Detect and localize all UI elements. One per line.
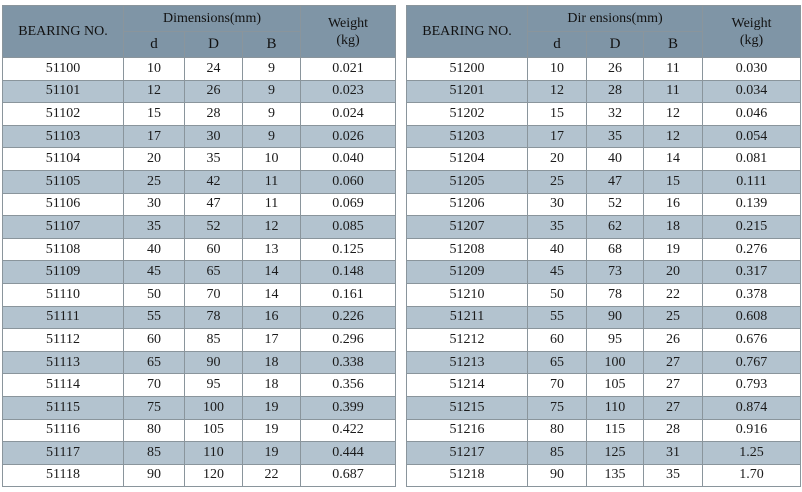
weight-header bbox=[703, 6, 801, 58]
weight-cell: 0.608 bbox=[703, 306, 801, 329]
table-row bbox=[407, 396, 801, 419]
weight-cell: 1.25 bbox=[703, 442, 801, 465]
bearing-no-cell: 51113 bbox=[3, 351, 124, 374]
bearing-no-header: BEARING NO. bbox=[407, 6, 528, 58]
outer-diameter-cell: 100 bbox=[587, 351, 644, 374]
weight-cell: 0.444 bbox=[301, 442, 396, 465]
outer-diameter-cell: 35 bbox=[587, 125, 644, 148]
weight-cell: 0.767 bbox=[703, 351, 801, 374]
weight-cell: 0.021 bbox=[301, 58, 396, 81]
table-row bbox=[3, 261, 396, 284]
width-cell: 35 bbox=[644, 464, 703, 487]
inner-diameter-cell: 85 bbox=[528, 442, 587, 465]
width-cell: 18 bbox=[243, 351, 301, 374]
table-header-row bbox=[407, 6, 801, 32]
inner-diameter-cell: 50 bbox=[124, 283, 185, 306]
weight-cell: 0.069 bbox=[301, 193, 396, 216]
table-row bbox=[407, 283, 801, 306]
width-cell: 11 bbox=[243, 193, 301, 216]
inner-diameter-cell: 85 bbox=[124, 442, 185, 465]
width-cell: 27 bbox=[644, 396, 703, 419]
outer-diameter-cell: 105 bbox=[185, 419, 243, 442]
outer-diameter-cell: 60 bbox=[185, 238, 243, 261]
outer-diameter-cell: 47 bbox=[587, 170, 644, 193]
bearing-no-cell: 51107 bbox=[3, 216, 124, 239]
inner-diameter-cell: 45 bbox=[528, 261, 587, 284]
bearing-no-header: BEARING NO. bbox=[3, 6, 124, 58]
bearing-no-cell: 51102 bbox=[3, 103, 124, 126]
bearing-no-cell: 51118 bbox=[3, 464, 124, 487]
inner-diameter-cell: 70 bbox=[124, 374, 185, 397]
outer-diameter-header: D bbox=[185, 32, 243, 58]
bearing-no-cell: 51213 bbox=[407, 351, 528, 374]
bearing-no-cell: 51111 bbox=[3, 306, 124, 329]
table-body bbox=[3, 58, 396, 487]
outer-diameter-cell: 90 bbox=[185, 351, 243, 374]
outer-diameter-cell: 78 bbox=[587, 283, 644, 306]
inner-diameter-cell: 35 bbox=[124, 216, 185, 239]
outer-diameter-cell: 26 bbox=[185, 80, 243, 103]
bearing-no-cell: 51218 bbox=[407, 464, 528, 487]
weight-cell: 0.874 bbox=[703, 396, 801, 419]
inner-diameter-cell: 25 bbox=[528, 170, 587, 193]
inner-diameter-cell: 15 bbox=[528, 103, 587, 126]
inner-diameter-cell: 50 bbox=[528, 283, 587, 306]
weight-cell: 0.338 bbox=[301, 351, 396, 374]
outer-diameter-cell: 65 bbox=[185, 261, 243, 284]
inner-diameter-cell: 17 bbox=[124, 125, 185, 148]
dimensions-header: Dir ensions(mm) bbox=[528, 6, 703, 32]
width-cell: 14 bbox=[644, 148, 703, 171]
width-cell: 15 bbox=[644, 170, 703, 193]
weight-cell: 0.161 bbox=[301, 283, 396, 306]
weight-cell: 0.276 bbox=[703, 238, 801, 261]
table-row bbox=[407, 442, 801, 465]
inner-diameter-cell: 75 bbox=[124, 396, 185, 419]
weight-cell: 0.399 bbox=[301, 396, 396, 419]
width-cell: 11 bbox=[243, 170, 301, 193]
bearing-no-cell: 51205 bbox=[407, 170, 528, 193]
weight-cell: 0.215 bbox=[703, 216, 801, 239]
weight-cell: 0.226 bbox=[301, 306, 396, 329]
bearing-no-cell: 51110 bbox=[3, 283, 124, 306]
weight-cell: 0.148 bbox=[301, 261, 396, 284]
inner-diameter-cell: 40 bbox=[528, 238, 587, 261]
outer-diameter-cell: 110 bbox=[185, 442, 243, 465]
table-row bbox=[3, 58, 396, 81]
table-row bbox=[407, 80, 801, 103]
outer-diameter-cell: 78 bbox=[185, 306, 243, 329]
table-row bbox=[407, 238, 801, 261]
inner-diameter-cell: 10 bbox=[124, 58, 185, 81]
table-body bbox=[407, 58, 801, 487]
width-cell: 9 bbox=[243, 58, 301, 81]
width-cell: 14 bbox=[243, 283, 301, 306]
width-cell: 26 bbox=[644, 329, 703, 352]
width-cell: 19 bbox=[243, 419, 301, 442]
inner-diameter-cell: 55 bbox=[528, 306, 587, 329]
bearing-table-51200-series bbox=[406, 5, 801, 487]
weight-cell: 0.085 bbox=[301, 216, 396, 239]
inner-diameter-header: d bbox=[124, 32, 185, 58]
outer-diameter-cell: 28 bbox=[185, 103, 243, 126]
inner-diameter-cell: 12 bbox=[528, 80, 587, 103]
inner-diameter-cell: 35 bbox=[528, 216, 587, 239]
width-cell: 11 bbox=[644, 80, 703, 103]
bearing-no-cell: 51203 bbox=[407, 125, 528, 148]
width-cell: 14 bbox=[243, 261, 301, 284]
table-header-row bbox=[3, 6, 396, 32]
width-cell: 19 bbox=[243, 396, 301, 419]
table-row bbox=[3, 80, 396, 103]
table-row bbox=[407, 216, 801, 239]
inner-diameter-cell: 15 bbox=[124, 103, 185, 126]
width-cell: 12 bbox=[243, 216, 301, 239]
bearing-no-cell: 51100 bbox=[3, 58, 124, 81]
outer-diameter-header: D bbox=[587, 32, 644, 58]
inner-diameter-cell: 45 bbox=[124, 261, 185, 284]
bearing-no-cell: 51106 bbox=[3, 193, 124, 216]
table-row bbox=[3, 442, 396, 465]
inner-diameter-cell: 25 bbox=[124, 170, 185, 193]
weight-cell: 1.70 bbox=[703, 464, 801, 487]
bearing-no-cell: 51216 bbox=[407, 419, 528, 442]
width-header: B bbox=[243, 32, 301, 58]
bearing-no-cell: 51209 bbox=[407, 261, 528, 284]
bearing-no-cell: 51101 bbox=[3, 80, 124, 103]
outer-diameter-cell: 73 bbox=[587, 261, 644, 284]
width-cell: 27 bbox=[644, 374, 703, 397]
width-cell: 13 bbox=[243, 238, 301, 261]
weight-cell: 0.356 bbox=[301, 374, 396, 397]
width-cell: 25 bbox=[644, 306, 703, 329]
table-row bbox=[3, 396, 396, 419]
table-row bbox=[407, 193, 801, 216]
width-cell: 9 bbox=[243, 125, 301, 148]
inner-diameter-cell: 60 bbox=[124, 329, 185, 352]
outer-diameter-cell: 100 bbox=[185, 396, 243, 419]
width-cell: 12 bbox=[644, 103, 703, 126]
width-cell: 17 bbox=[243, 329, 301, 352]
table-row bbox=[407, 464, 801, 487]
inner-diameter-header: d bbox=[528, 32, 587, 58]
bearing-no-cell: 51204 bbox=[407, 148, 528, 171]
outer-diameter-cell: 35 bbox=[185, 148, 243, 171]
bearing-no-cell: 51211 bbox=[407, 306, 528, 329]
width-cell: 12 bbox=[644, 125, 703, 148]
bearing-no-cell: 51116 bbox=[3, 419, 124, 442]
table-row bbox=[407, 58, 801, 81]
width-cell: 20 bbox=[644, 261, 703, 284]
bearing-no-cell: 51105 bbox=[3, 170, 124, 193]
weight-cell: 0.793 bbox=[703, 374, 801, 397]
outer-diameter-cell: 135 bbox=[587, 464, 644, 487]
bearing-no-cell: 51115 bbox=[3, 396, 124, 419]
outer-diameter-cell: 105 bbox=[587, 374, 644, 397]
weight-cell: 0.024 bbox=[301, 103, 396, 126]
width-cell: 16 bbox=[644, 193, 703, 216]
table-row bbox=[407, 261, 801, 284]
bearing-no-cell: 51117 bbox=[3, 442, 124, 465]
table-row bbox=[407, 306, 801, 329]
outer-diameter-cell: 30 bbox=[185, 125, 243, 148]
table-row bbox=[407, 125, 801, 148]
weight-cell: 0.422 bbox=[301, 419, 396, 442]
weight-cell: 0.023 bbox=[301, 80, 396, 103]
weight-cell: 0.046 bbox=[703, 103, 801, 126]
table-row bbox=[3, 216, 396, 239]
weight-header-label: Weight bbox=[327, 15, 369, 31]
width-cell: 18 bbox=[644, 216, 703, 239]
table-row bbox=[3, 193, 396, 216]
outer-diameter-cell: 62 bbox=[587, 216, 644, 239]
weight-cell: 0.111 bbox=[703, 170, 801, 193]
bearing-no-cell: 51206 bbox=[407, 193, 528, 216]
table-row bbox=[407, 351, 801, 374]
table-row bbox=[3, 351, 396, 374]
table-row bbox=[407, 170, 801, 193]
table-row bbox=[3, 238, 396, 261]
table-row bbox=[407, 419, 801, 442]
table-row bbox=[3, 148, 396, 171]
bearing-no-cell: 51104 bbox=[3, 148, 124, 171]
bearing-no-cell: 51112 bbox=[3, 329, 124, 352]
table-row bbox=[3, 125, 396, 148]
width-cell: 19 bbox=[644, 238, 703, 261]
dimensions-header: Dimensions(mm) bbox=[124, 6, 301, 32]
outer-diameter-cell: 47 bbox=[185, 193, 243, 216]
bearing-no-cell: 51108 bbox=[3, 238, 124, 261]
inner-diameter-cell: 17 bbox=[528, 125, 587, 148]
width-cell: 11 bbox=[644, 58, 703, 81]
weight-header-unit: (kg) bbox=[336, 32, 360, 48]
bearing-no-cell: 51207 bbox=[407, 216, 528, 239]
table-row bbox=[3, 329, 396, 352]
width-cell: 9 bbox=[243, 103, 301, 126]
weight-header-label: Weight bbox=[731, 15, 772, 31]
outer-diameter-cell: 125 bbox=[587, 442, 644, 465]
bearing-table-51100-series bbox=[2, 5, 396, 487]
width-cell: 31 bbox=[644, 442, 703, 465]
weight-cell: 0.081 bbox=[703, 148, 801, 171]
weight-cell: 0.040 bbox=[301, 148, 396, 171]
inner-diameter-cell: 80 bbox=[528, 419, 587, 442]
bearing-no-cell: 51212 bbox=[407, 329, 528, 352]
weight-cell: 0.060 bbox=[301, 170, 396, 193]
inner-diameter-cell: 80 bbox=[124, 419, 185, 442]
outer-diameter-cell: 42 bbox=[185, 170, 243, 193]
weight-header-unit: (kg) bbox=[739, 32, 764, 48]
outer-diameter-cell: 68 bbox=[587, 238, 644, 261]
outer-diameter-cell: 90 bbox=[587, 306, 644, 329]
table-row bbox=[3, 464, 396, 487]
outer-diameter-cell: 110 bbox=[587, 396, 644, 419]
width-cell: 22 bbox=[644, 283, 703, 306]
bearing-no-cell: 51201 bbox=[407, 80, 528, 103]
outer-diameter-cell: 70 bbox=[185, 283, 243, 306]
outer-diameter-cell: 120 bbox=[185, 464, 243, 487]
weight-header bbox=[301, 6, 396, 58]
outer-diameter-cell: 115 bbox=[587, 419, 644, 442]
bearing-no-cell: 51214 bbox=[407, 374, 528, 397]
width-cell: 9 bbox=[243, 80, 301, 103]
weight-cell: 0.030 bbox=[703, 58, 801, 81]
inner-diameter-cell: 90 bbox=[124, 464, 185, 487]
inner-diameter-cell: 65 bbox=[124, 351, 185, 374]
bearing-no-cell: 51103 bbox=[3, 125, 124, 148]
width-cell: 19 bbox=[243, 442, 301, 465]
weight-cell: 0.125 bbox=[301, 238, 396, 261]
table-row bbox=[3, 170, 396, 193]
bearing-no-cell: 51210 bbox=[407, 283, 528, 306]
bearing-no-cell: 51114 bbox=[3, 374, 124, 397]
outer-diameter-cell: 52 bbox=[185, 216, 243, 239]
outer-diameter-cell: 52 bbox=[587, 193, 644, 216]
inner-diameter-cell: 55 bbox=[124, 306, 185, 329]
outer-diameter-cell: 85 bbox=[185, 329, 243, 352]
table-row bbox=[3, 374, 396, 397]
inner-diameter-cell: 75 bbox=[528, 396, 587, 419]
inner-diameter-cell: 70 bbox=[528, 374, 587, 397]
bearing-no-cell: 51208 bbox=[407, 238, 528, 261]
weight-cell: 0.296 bbox=[301, 329, 396, 352]
inner-diameter-cell: 30 bbox=[528, 193, 587, 216]
inner-diameter-cell: 20 bbox=[124, 148, 185, 171]
table-row bbox=[3, 283, 396, 306]
outer-diameter-cell: 95 bbox=[185, 374, 243, 397]
table-row bbox=[3, 103, 396, 126]
width-cell: 27 bbox=[644, 351, 703, 374]
bearing-no-cell: 51109 bbox=[3, 261, 124, 284]
outer-diameter-cell: 40 bbox=[587, 148, 644, 171]
bearing-no-cell: 51217 bbox=[407, 442, 528, 465]
width-cell: 10 bbox=[243, 148, 301, 171]
inner-diameter-cell: 30 bbox=[124, 193, 185, 216]
weight-cell: 0.026 bbox=[301, 125, 396, 148]
table-row bbox=[407, 374, 801, 397]
weight-cell: 0.139 bbox=[703, 193, 801, 216]
bearing-no-cell: 51215 bbox=[407, 396, 528, 419]
outer-diameter-cell: 26 bbox=[587, 58, 644, 81]
inner-diameter-cell: 12 bbox=[124, 80, 185, 103]
inner-diameter-cell: 10 bbox=[528, 58, 587, 81]
table-row bbox=[3, 306, 396, 329]
weight-cell: 0.676 bbox=[703, 329, 801, 352]
bearing-no-cell: 51202 bbox=[407, 103, 528, 126]
outer-diameter-cell: 95 bbox=[587, 329, 644, 352]
width-header: B bbox=[644, 32, 703, 58]
outer-diameter-cell: 24 bbox=[185, 58, 243, 81]
table-row bbox=[3, 419, 396, 442]
weight-cell: 0.054 bbox=[703, 125, 801, 148]
inner-diameter-cell: 20 bbox=[528, 148, 587, 171]
table-row bbox=[407, 329, 801, 352]
weight-cell: 0.687 bbox=[301, 464, 396, 487]
width-cell: 16 bbox=[243, 306, 301, 329]
inner-diameter-cell: 60 bbox=[528, 329, 587, 352]
width-cell: 28 bbox=[644, 419, 703, 442]
inner-diameter-cell: 90 bbox=[528, 464, 587, 487]
outer-diameter-cell: 28 bbox=[587, 80, 644, 103]
weight-cell: 0.378 bbox=[703, 283, 801, 306]
bearing-no-cell: 51200 bbox=[407, 58, 528, 81]
weight-cell: 0.317 bbox=[703, 261, 801, 284]
weight-cell: 0.034 bbox=[703, 80, 801, 103]
inner-diameter-cell: 40 bbox=[124, 238, 185, 261]
weight-cell: 0.916 bbox=[703, 419, 801, 442]
inner-diameter-cell: 65 bbox=[528, 351, 587, 374]
table-row bbox=[407, 103, 801, 126]
table-row bbox=[407, 148, 801, 171]
outer-diameter-cell: 32 bbox=[587, 103, 644, 126]
width-cell: 22 bbox=[243, 464, 301, 487]
width-cell: 18 bbox=[243, 374, 301, 397]
